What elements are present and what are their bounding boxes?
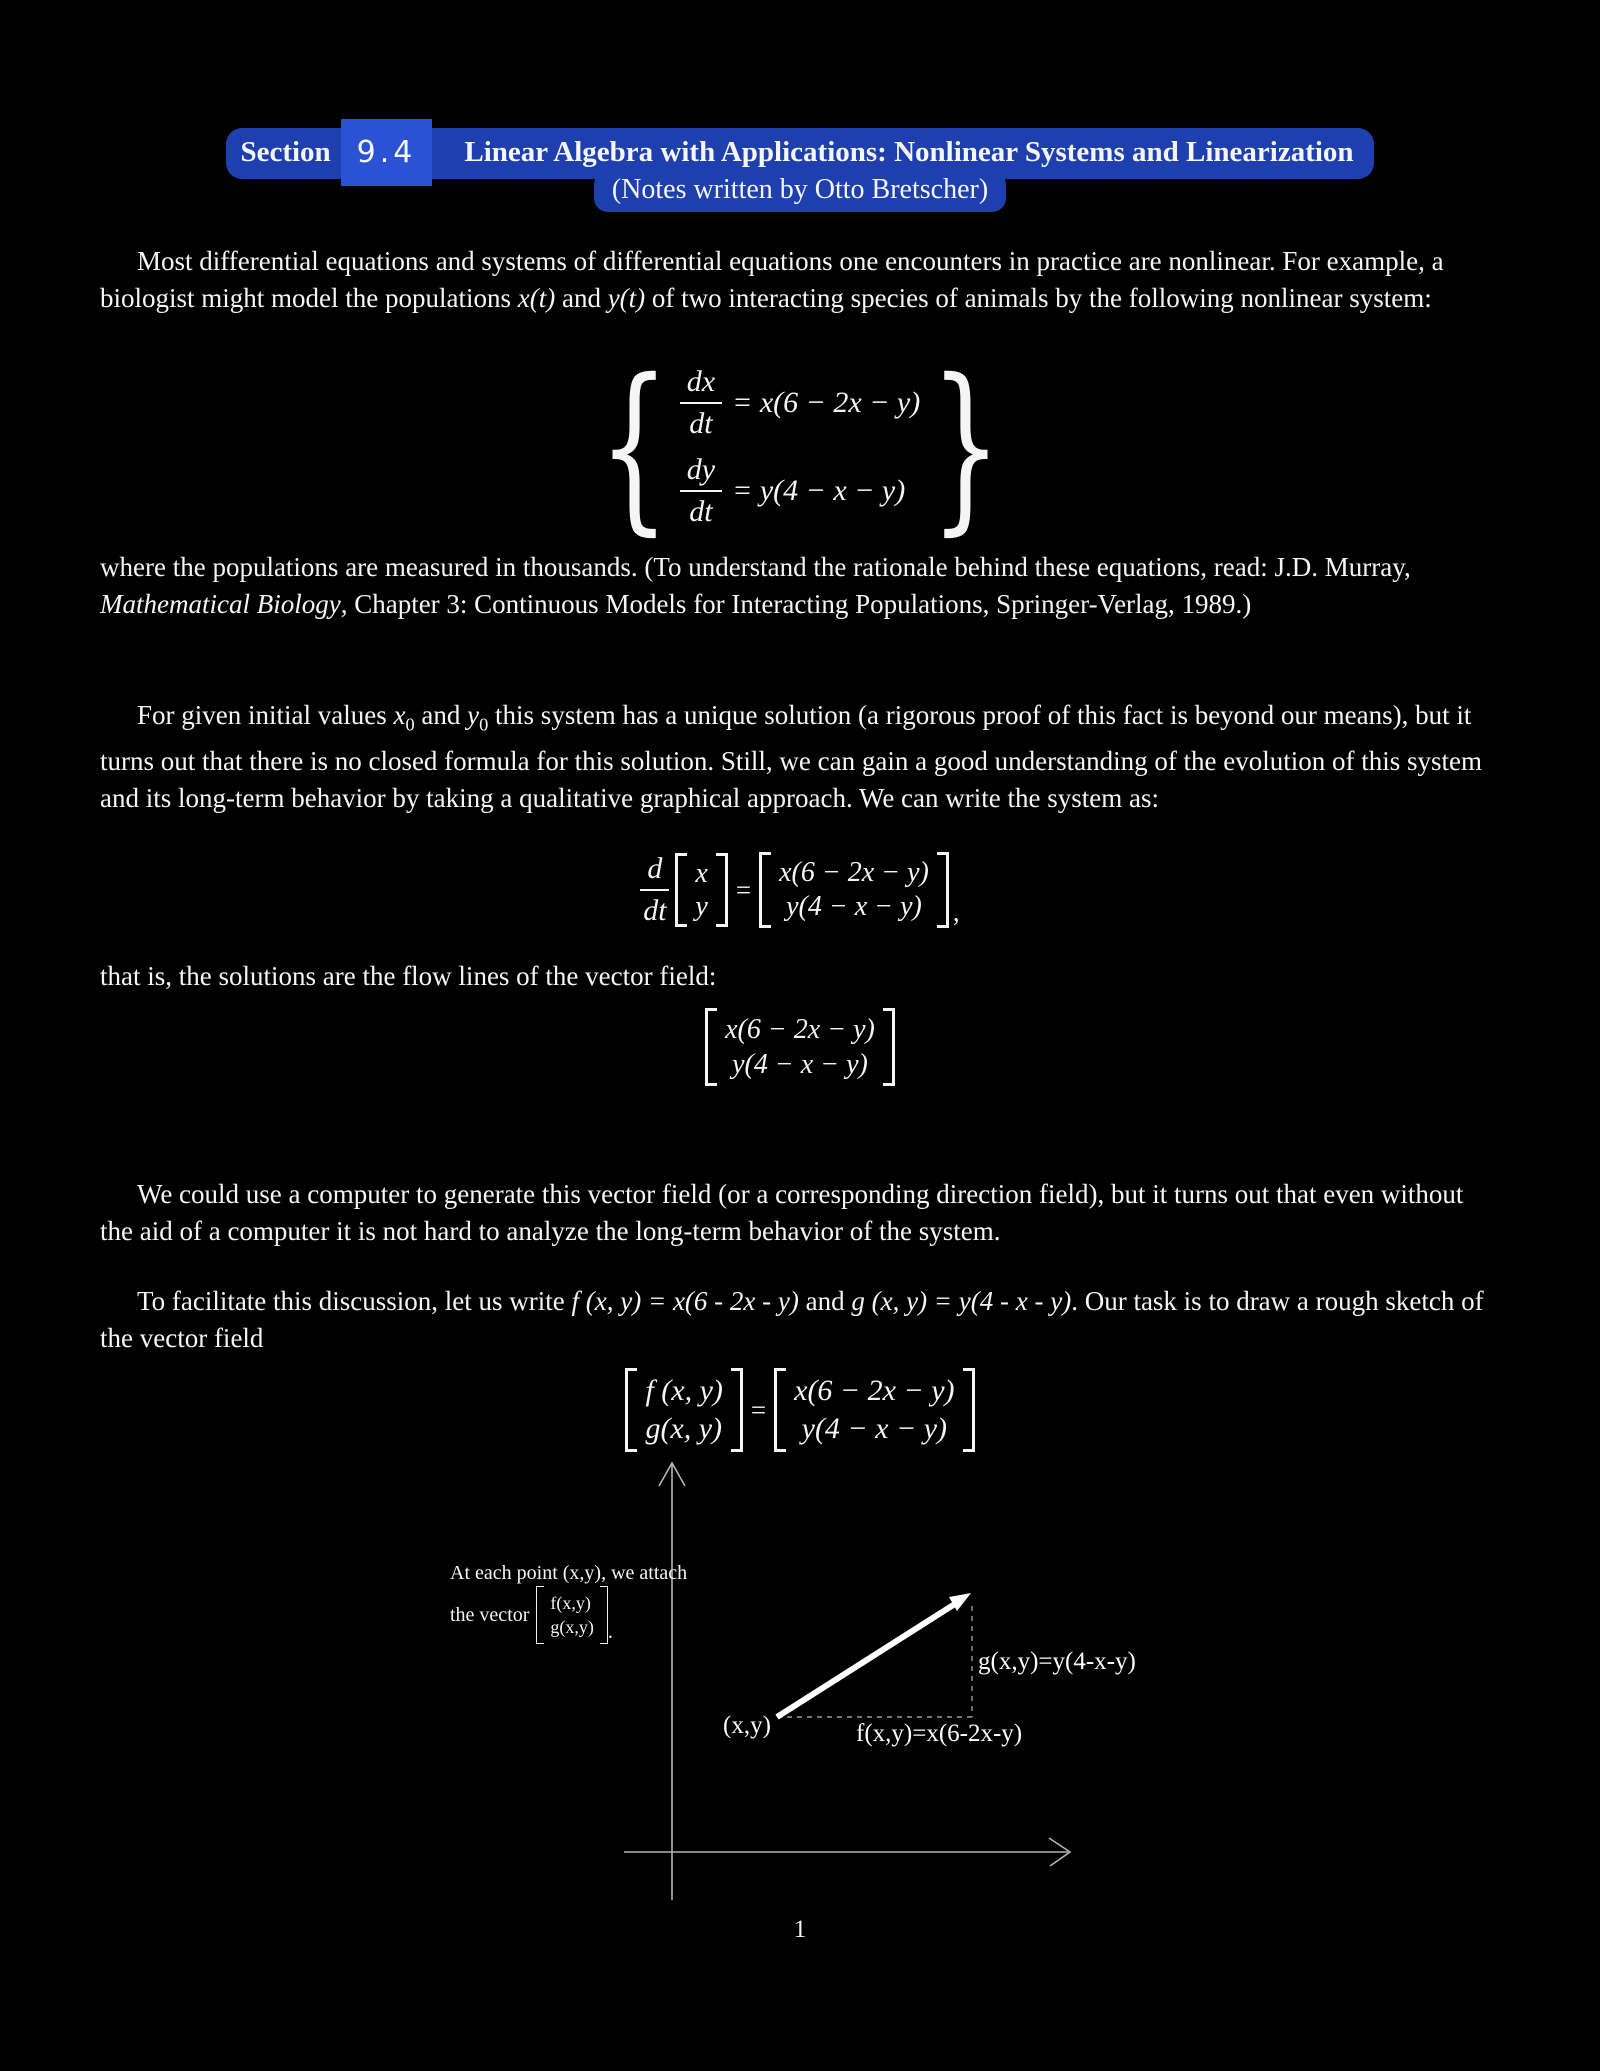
matrix-row: y(4 − x − y) (786, 891, 922, 922)
equation-fg-definition (0, 1368, 1600, 1452)
fg-rhs-matrix (774, 1368, 974, 1452)
paragraph-facilitate: To facilitate this discussion, let us write f (x, y) = x(6 - 2x - y) and g (x, y) = y(4 - x - y). Our task is to draw a rough sketch of the vector field (100, 1286, 1484, 1353)
matrix-bracket-left (625, 1368, 637, 1452)
figure-note-period: . (607, 1621, 613, 1643)
matrix-row: f (x, y) (645, 1374, 723, 1407)
fraction-dy-dt (680, 453, 722, 529)
system-row-2 (680, 453, 921, 529)
matrix-bracket-right (963, 1368, 975, 1452)
matrix-row: y(4 − x − y) (801, 1412, 948, 1445)
matrix-bracket-left (774, 1368, 786, 1452)
matrix-bracket-right (716, 853, 728, 927)
system-rows (680, 365, 921, 529)
vector-field-figure (420, 1450, 1180, 1930)
matrix-bracket-right (937, 852, 949, 928)
paragraph-computer: We could use a computer to generate this vector field (or a corresponding direction field), but it turns out that even without the aid of a computer it is not hard to analyze the long-term behavior of the system. (100, 1179, 1464, 1246)
figure-note-prefix: the vector (450, 1603, 530, 1626)
system-row-1-rhs: = x(6 − 2x − y) (732, 386, 921, 419)
fg-matrix (625, 1368, 742, 1452)
matrix-bracket-left (759, 852, 771, 928)
matrix-row: y(4 − x − y) (732, 1049, 868, 1080)
matrix-bracket-right (883, 1008, 895, 1086)
field-matrix (759, 852, 949, 928)
vector-field-matrix (705, 1008, 895, 1086)
page-title: Linear Algebra with Applications: Nonlinear Systems and Linearization (464, 136, 1354, 168)
matrix-row: g(x,y) (550, 1617, 594, 1637)
fraction-numerator: d (640, 852, 669, 891)
matrix-row: x(6 − 2x − y) (794, 1374, 955, 1407)
subtitle-row (0, 171, 1600, 212)
g-component-label: g(x,y)=y(4-x-y) (978, 1648, 1136, 1675)
xy-vector-matrix (675, 853, 727, 927)
matrix-bracket-right (731, 1368, 743, 1452)
system-row-2-rhs: = y(4 − x − y) (732, 474, 906, 507)
fraction-denominator: dt (689, 495, 713, 528)
matrix-bracket-left (536, 1586, 544, 1644)
equals-sign: = (735, 874, 752, 905)
equation-ddt-vector (0, 852, 1600, 928)
fraction-numerator: dy (680, 453, 722, 492)
fraction-numerator: dx (680, 365, 722, 404)
matrix-row: y (695, 891, 708, 922)
matrix-row: x (695, 858, 708, 889)
fraction-d-dt (640, 852, 669, 928)
matrix-rows (717, 1008, 883, 1086)
matrix-rows (687, 853, 715, 927)
matrix-row: x(6 − 2x − y) (725, 1014, 875, 1045)
vector-arrow-shaft (777, 1602, 958, 1717)
matrix-row: x(6 − 2x − y) (779, 857, 929, 888)
equation-nonlinear-system (0, 341, 1600, 553)
small-vector-matrix (536, 1586, 608, 1644)
matrix-row: f(x,y) (550, 1593, 591, 1613)
left-brace: { (598, 341, 670, 553)
figure-canvas (420, 1450, 1180, 1930)
right-brace: } (930, 341, 1002, 553)
matrix-bracket-left (705, 1008, 717, 1086)
figure-note-line2 (450, 1586, 613, 1644)
matrix-rows (544, 1586, 600, 1644)
matrix-rows (771, 852, 937, 928)
paragraph-intro: Most differential equations and systems of differential equations one encounters in practice are nonlinear. For example, a biologist might model the populations x(t) and y(t) of two interacting species of animals by the following nonlinear system: (100, 246, 1444, 313)
paragraph-flow-lines: that is, the solutions are the flow lines of the vector field: (100, 961, 717, 991)
matrix-rows (786, 1368, 962, 1452)
page-number: 1 (793, 1916, 807, 1943)
equation-vector-field (0, 1008, 1600, 1086)
point-label: (x,y) (723, 1712, 771, 1739)
paragraph-initial-values: For given initial values $x_0$ and $y_0$ this system has a unique solution (a rigorous proof of this fact is beyond our means), but it turns out that there is no closed formula for this solution. Still, we can gain a good understanding of the evolution of this system and its long-term behavior by taking a qualitative graphical approach. We can write the system as: (100, 700, 1483, 814)
equals-sign: = (750, 1394, 767, 1425)
matrix-row: g(x, y) (645, 1412, 723, 1445)
fraction-denominator: dt (689, 407, 713, 440)
matrix-rows (637, 1368, 730, 1452)
section-label: Section (240, 136, 331, 168)
matrix-bracket-left (675, 853, 687, 927)
f-component-label: f(x,y)=x(6-2x-y) (856, 1720, 1023, 1747)
paragraph-reference: where the populations are measured in thousands. (To understand the rationale behind these equations, read: J.D. Murray, Mathematical Biology, Chapter 3: Continuous Models for Interacting Populations, Springer-Verlag, 1989.) (100, 552, 1411, 619)
fraction-denominator: dt (643, 894, 667, 927)
page-subtitle: (Notes written by Otto Bretscher) (611, 174, 989, 205)
fraction-dx-dt (680, 365, 722, 441)
trailing-comma: , (952, 897, 960, 927)
figure-note-line1: At each point (x,y), we attach (450, 1562, 688, 1584)
subtitle-highlight-strip (594, 171, 1006, 212)
matrix-bracket-right (600, 1586, 608, 1644)
system-row-1 (680, 365, 921, 441)
section-number: 9.4 (356, 135, 417, 170)
